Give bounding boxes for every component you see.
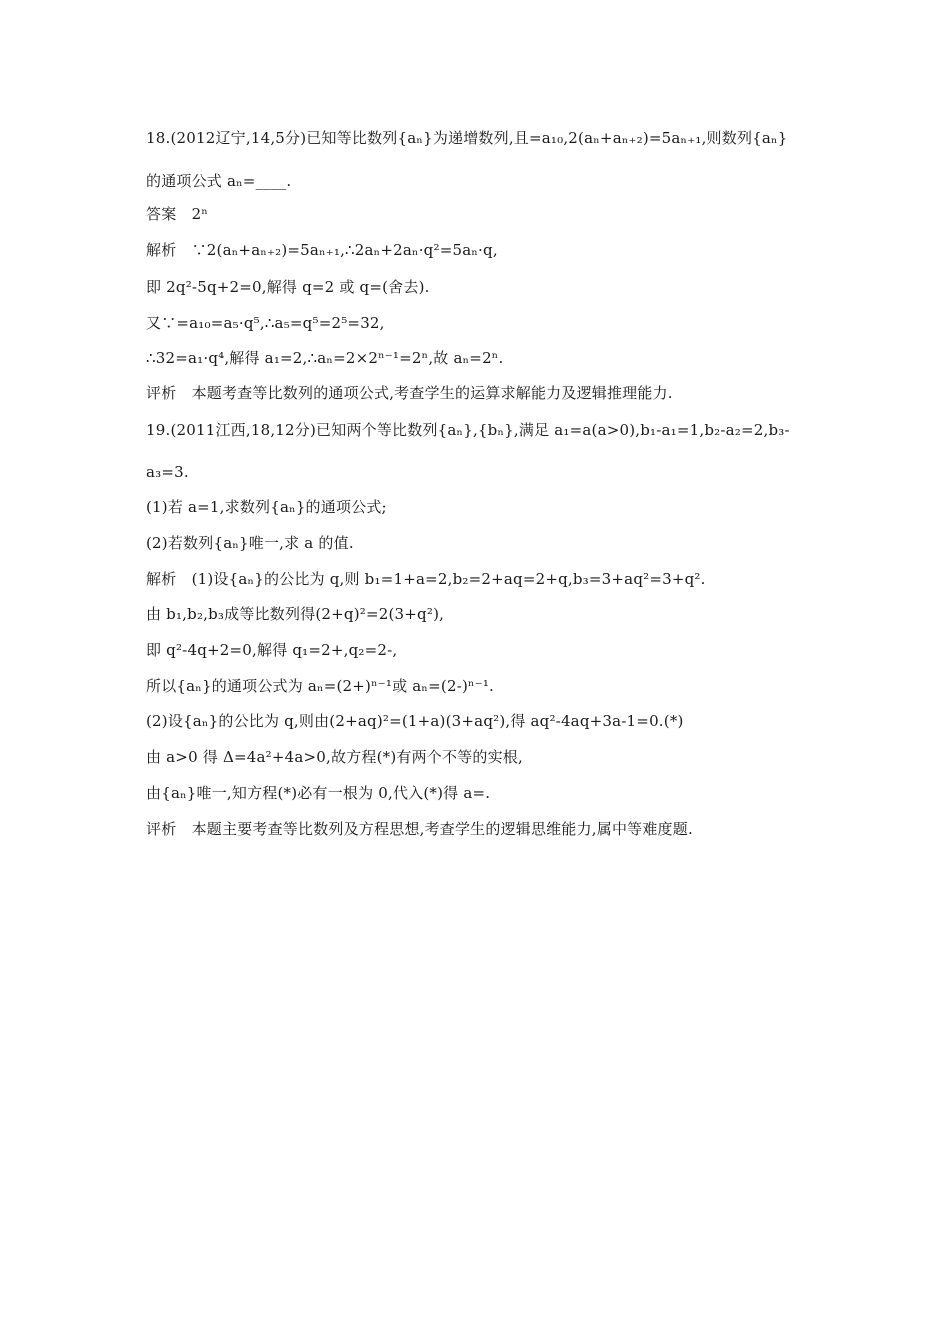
problem-19-analysis-4: 所以{aₙ}的通项公式为 aₙ=(2+)ⁿ⁻¹或 aₙ=(2-)ⁿ⁻¹. <box>146 677 494 695</box>
problem-19-analysis-7: 由{aₙ}唯一,知方程(*)必有一根为 0,代入(*)得 a=. <box>146 784 491 802</box>
problem-18-comment: 评析 本题考查等比数列的通项公式,考查学生的运算求解能力及逻辑推理能力. <box>146 384 673 402</box>
problem-19-analysis-1: 解析 (1)设{aₙ}的公比为 q,则 b₁=1+a=2,b₂=2+aq=2+q,b₃=3+aq²=3+q². <box>146 570 706 588</box>
problem-18-stem: 18.(2012辽宁,14,5分)已知等比数列{aₙ}为递增数列,且=a₁₀,2(aₙ+aₙ₊₂)=5aₙ₊₁,则数列{aₙ} <box>146 129 788 147</box>
problem-19-stem: 19.(2011江西,18,12分)已知两个等比数列{aₙ},{bₙ},满足 a₁=a(a>0),b₁-a₁=1,b₂-a₂=2,b₃- <box>146 421 790 439</box>
problem-18-answer: 答案 2ⁿ <box>146 205 209 223</box>
problem-19-comment: 评析 本题主要考查等比数列及方程思想,考查学生的逻辑思维能力,属中等难度题. <box>146 820 693 838</box>
problem-19-stem-cont: a₃=3. <box>146 463 189 481</box>
problem-19-analysis-5: (2)设{aₙ}的公比为 q,则由(2+aq)²=(1+a)(3+aq²),得 aq²-4aq+3a-1=0.(*) <box>146 712 684 730</box>
problem-19-analysis-6: 由 a>0 得 Δ=4a²+4a>0,故方程(*)有两个不等的实根, <box>146 748 523 766</box>
problem-19-analysis-3: 即 q²-4q+2=0,解得 q₁=2+,q₂=2-, <box>146 641 398 659</box>
problem-18-analysis-1: 解析 ∵2(aₙ+aₙ₊₂)=5aₙ₊₁,∴2aₙ+2aₙ·q²=5aₙ·q, <box>146 241 498 259</box>
problem-19-part-2: (2)若数列{aₙ}唯一,求 a 的值. <box>146 534 354 552</box>
problem-18-analysis-4: ∴32=a₁·q⁴,解得 a₁=2,∴aₙ=2×2ⁿ⁻¹=2ⁿ,故 aₙ=2ⁿ. <box>146 349 504 367</box>
problem-19-analysis-2: 由 b₁,b₂,b₃成等比数列得(2+q)²=2(3+q²), <box>146 605 445 623</box>
problem-18-stem-cont: 的通项公式 aₙ=____. <box>146 172 292 190</box>
problem-18-analysis-2: 即 2q²-5q+2=0,解得 q=2 或 q=(舍去). <box>146 278 430 296</box>
problem-19-part-1: (1)若 a=1,求数列{aₙ}的通项公式; <box>146 498 387 516</box>
problem-18-analysis-3: 又∵=a₁₀=a₅·q⁵,∴a₅=q⁵=2⁵=32, <box>146 314 385 332</box>
